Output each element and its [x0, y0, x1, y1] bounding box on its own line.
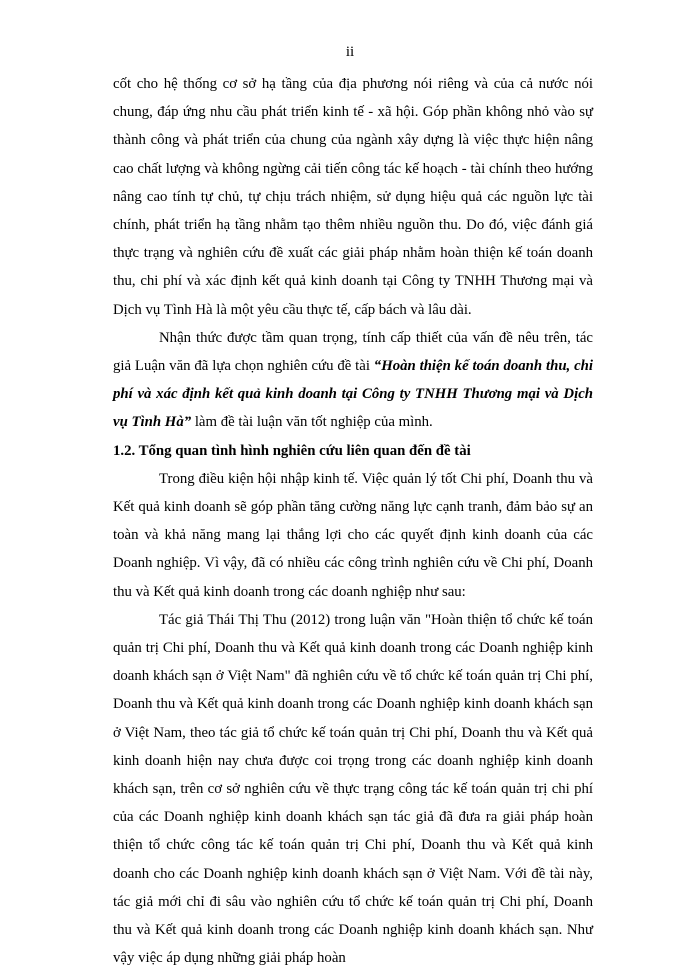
paragraph-thesis-topic: [113, 324, 593, 437]
section-heading: 1.2. Tổng quan tình hình nghiên cứu liên quan đến đề tài: [113, 442, 471, 459]
document-body: [113, 70, 593, 973]
paragraph-continuation: cốt cho hệ thống cơ sở hạ tầng của địa phương nói riêng và của cả nước nói chung, đáp ứng nhu cầu phát triển kinh tế - xã hội. Góp phần không nhỏ vào sự thành công và phát triển của chung của ngành xây dựng là việc thực hiện nâng cao chất lượng và không ngừng cải tiến công tác kế hoạch - tài chính theo hướng nâng cao tính tự chủ, tự chịu trách nhiệm, sử dụng hiệu quả các nguồn lực tài chính, phát triển hạ tầng nhằm tạo thêm nhiều nguồn thu. Do đó, việc đánh giá thực trạng và nghiên cứu đề xuất các giải pháp nhằm hoàn thiện kế toán doanh thu, chi phí và xác định kết quả kinh doanh tại Công ty TNHH Thương mại và Dịch vụ Tình Hà là một yêu cầu thực tế, cấp bách và lâu dài.: [113, 76, 593, 318]
paragraph-text: làm đề tài luận văn tốt nghiệp của mình.: [191, 414, 433, 431]
paragraph-literature: Tác giả Thái Thị Thu (2012) trong luận văn "Hoàn thiện tổ chức kế toán quản trị Chi phí, Doanh thu và Kết quả kinh doanh trong các Doanh nghiệp kinh doanh khách sạn ở Việt Nam" đã nghiên cứu về tổ chức kế toán quản trị Chi phí, Doanh thu và Kết quả kinh doanh trong các Doanh nghiệp kinh doanh khách sạn ở Việt Nam, theo tác giả tổ chức kế toán quản trị Chi phí, Doanh thu và Kết quả kinh doanh hiện nay chưa được coi trọng trong các doanh nghiệp kinh doanh khách sạn, trên cơ sở nghiên cứu về thực trạng công tác kế toán quản trị chi phí của các Doanh nghiệp kinh doanh khách sạn tác giả đã đưa ra giải pháp hoàn thiện tổ chức công tác kế toán quản trị Chi phí, Doanh thu và Kết quả kinh doanh cho các Doanh nghiệp kinh doanh khách sạn ở Việt Nam. Với đề tài này, tác giả mới chỉ đi sâu vào nghiên cứu tổ chức kế toán quản trị Chi phí, Doanh thu và Kết quả kinh doanh trong các Doanh nghiệp kinh doanh khách sạn. Như vậy việc áp dụng những giải pháp hoàn: [113, 611, 593, 967]
page-number: ii: [345, 44, 355, 60]
paragraph-overview: Trong điều kiện hội nhập kinh tế. Việc quản lý tốt Chi phí, Doanh thu và Kết quả kinh doanh sẽ góp phần tăng cường năng lực cạnh tranh, đảm bảo sự an toàn và khả năng mang lại thắng lợi cho các quyết định kinh doanh của các Doanh nghiệp. Vì vậy, đã có nhiều các công trình nghiên cứu về Chi phí, Doanh thu và Kết quả kinh doanh trong các doanh nghiệp như sau:: [113, 470, 593, 600]
thesis-title: “Hoàn thiện kế toán doanh thu, chi phí và xác định kết quả kinh doanh tại Công ty TNHH Thương mại và Dịch vụ Tình Hà”: [113, 358, 594, 431]
paragraph-text: Nhận thức được tầm quan trọng, tính cấp thiết của vấn đề nêu trên, tác giả Luận văn đã lựa chọn nghiên cứu đề tài: [113, 329, 593, 375]
